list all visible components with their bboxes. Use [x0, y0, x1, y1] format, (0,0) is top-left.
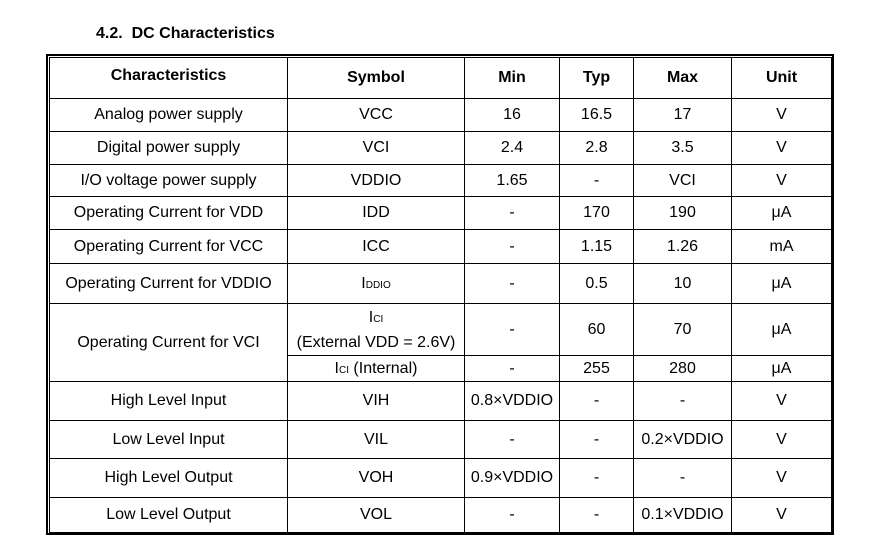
cell-min: 1.65 — [465, 165, 560, 197]
cell-min: 16 — [465, 99, 560, 132]
cell-min: 0.8×VDDIO — [465, 382, 560, 421]
table-row — [50, 382, 832, 421]
cell-min: 2.4 — [465, 132, 560, 165]
cell-max: 3.5 — [634, 132, 732, 165]
cell-typ: - — [560, 421, 634, 459]
cell-max: - — [634, 382, 732, 421]
cell-max: 10 — [634, 264, 732, 304]
table-row — [50, 304, 832, 356]
dc-characteristics-table — [49, 57, 832, 533]
cell-typ: - — [560, 382, 634, 421]
cell-characteristic: Operating Current for VCC — [50, 230, 288, 264]
cell-typ: 2.8 — [560, 132, 634, 165]
cell-min: - — [465, 230, 560, 264]
cell-characteristic: I/O voltage power supply — [50, 165, 288, 197]
header-symbol: Symbol — [288, 58, 465, 99]
cell-symbol: VDDIO — [288, 165, 465, 197]
symbol-subscript: CI — [338, 364, 349, 376]
cell-min: - — [465, 264, 560, 304]
cell-typ: 170 — [560, 197, 634, 230]
symbol-note: (Internal) — [348, 359, 418, 377]
cell-characteristic: High Level Output — [50, 459, 288, 498]
table-row — [50, 197, 832, 230]
cell-unit: V — [732, 421, 832, 459]
header-characteristics: Characteristics — [50, 58, 288, 99]
cell-max: 1.26 — [634, 230, 732, 264]
cell-max: 0.2×VDDIO — [634, 421, 732, 459]
symbol-note: (External VDD = 2.6V) — [296, 333, 456, 351]
cell-typ: - — [560, 459, 634, 498]
cell-min: - — [465, 304, 560, 356]
header-min: Min — [465, 58, 560, 99]
cell-unit: V — [732, 459, 832, 498]
cell-characteristic: Operating Current for VDDIO — [50, 264, 288, 304]
cell-symbol — [288, 304, 465, 356]
cell-characteristic: Low Level Input — [50, 421, 288, 459]
cell-symbol: VIH — [288, 382, 465, 421]
cell-characteristic: Low Level Output — [50, 498, 288, 533]
cell-max: - — [634, 459, 732, 498]
table-row — [50, 230, 832, 264]
cell-symbol: VOH — [288, 459, 465, 498]
table-header-row — [50, 58, 832, 99]
cell-unit: μA — [732, 356, 832, 382]
cell-characteristic: Operating Current for VCI — [50, 304, 288, 382]
cell-symbol: IDD — [288, 197, 465, 230]
cell-symbol — [288, 356, 465, 382]
cell-unit: V — [732, 99, 832, 132]
cell-symbol: VIL — [288, 421, 465, 459]
cell-symbol: VCC — [288, 99, 465, 132]
cell-unit: V — [732, 498, 832, 533]
cell-symbol: ICC — [288, 230, 465, 264]
cell-typ: - — [560, 165, 634, 197]
table-row — [50, 421, 832, 459]
cell-typ: 16.5 — [560, 99, 634, 132]
cell-characteristic: Digital power supply — [50, 132, 288, 165]
cell-min: - — [465, 498, 560, 533]
header-typ: Typ — [560, 58, 634, 99]
table-row — [50, 132, 832, 165]
cell-unit: V — [732, 132, 832, 165]
cell-max: 17 — [634, 99, 732, 132]
cell-symbol: VOL — [288, 498, 465, 533]
symbol-subscript: CI — [373, 313, 384, 325]
table-row — [50, 264, 832, 304]
cell-characteristic: Analog power supply — [50, 99, 288, 132]
cell-max: 280 — [634, 356, 732, 382]
cell-typ: 60 — [560, 304, 634, 356]
cell-typ: 255 — [560, 356, 634, 382]
cell-max: VCI — [634, 165, 732, 197]
symbol-main: I — [334, 359, 339, 377]
symbol-main: I — [361, 274, 366, 292]
cell-max: 0.1×VDDIO — [634, 498, 732, 533]
cell-typ: 0.5 — [560, 264, 634, 304]
cell-min: - — [465, 356, 560, 382]
cell-unit: V — [732, 165, 832, 197]
cell-typ: - — [560, 498, 634, 533]
header-unit: Unit — [732, 58, 832, 99]
cell-max: 70 — [634, 304, 732, 356]
header-max: Max — [634, 58, 732, 99]
cell-characteristic: High Level Input — [50, 382, 288, 421]
symbol-subscript: DDIO — [365, 279, 391, 291]
cell-characteristic: Operating Current for VDD — [50, 197, 288, 230]
table-row — [50, 459, 832, 498]
section-title: 4.2. DC Characteristics — [96, 25, 275, 42]
cell-min: - — [465, 197, 560, 230]
cell-unit: μA — [732, 197, 832, 230]
cell-symbol — [288, 264, 465, 304]
table-row — [50, 498, 832, 533]
cell-unit: V — [732, 382, 832, 421]
table-row — [50, 165, 832, 197]
cell-typ: 1.15 — [560, 230, 634, 264]
cell-unit: μA — [732, 304, 832, 356]
cell-unit: mA — [732, 230, 832, 264]
cell-max: 190 — [634, 197, 732, 230]
table-row — [50, 99, 832, 132]
cell-min: 0.9×VDDIO — [465, 459, 560, 498]
symbol-main: I — [368, 308, 374, 326]
cell-min: - — [465, 421, 560, 459]
cell-symbol: VCI — [288, 132, 465, 165]
cell-unit: μA — [732, 264, 832, 304]
